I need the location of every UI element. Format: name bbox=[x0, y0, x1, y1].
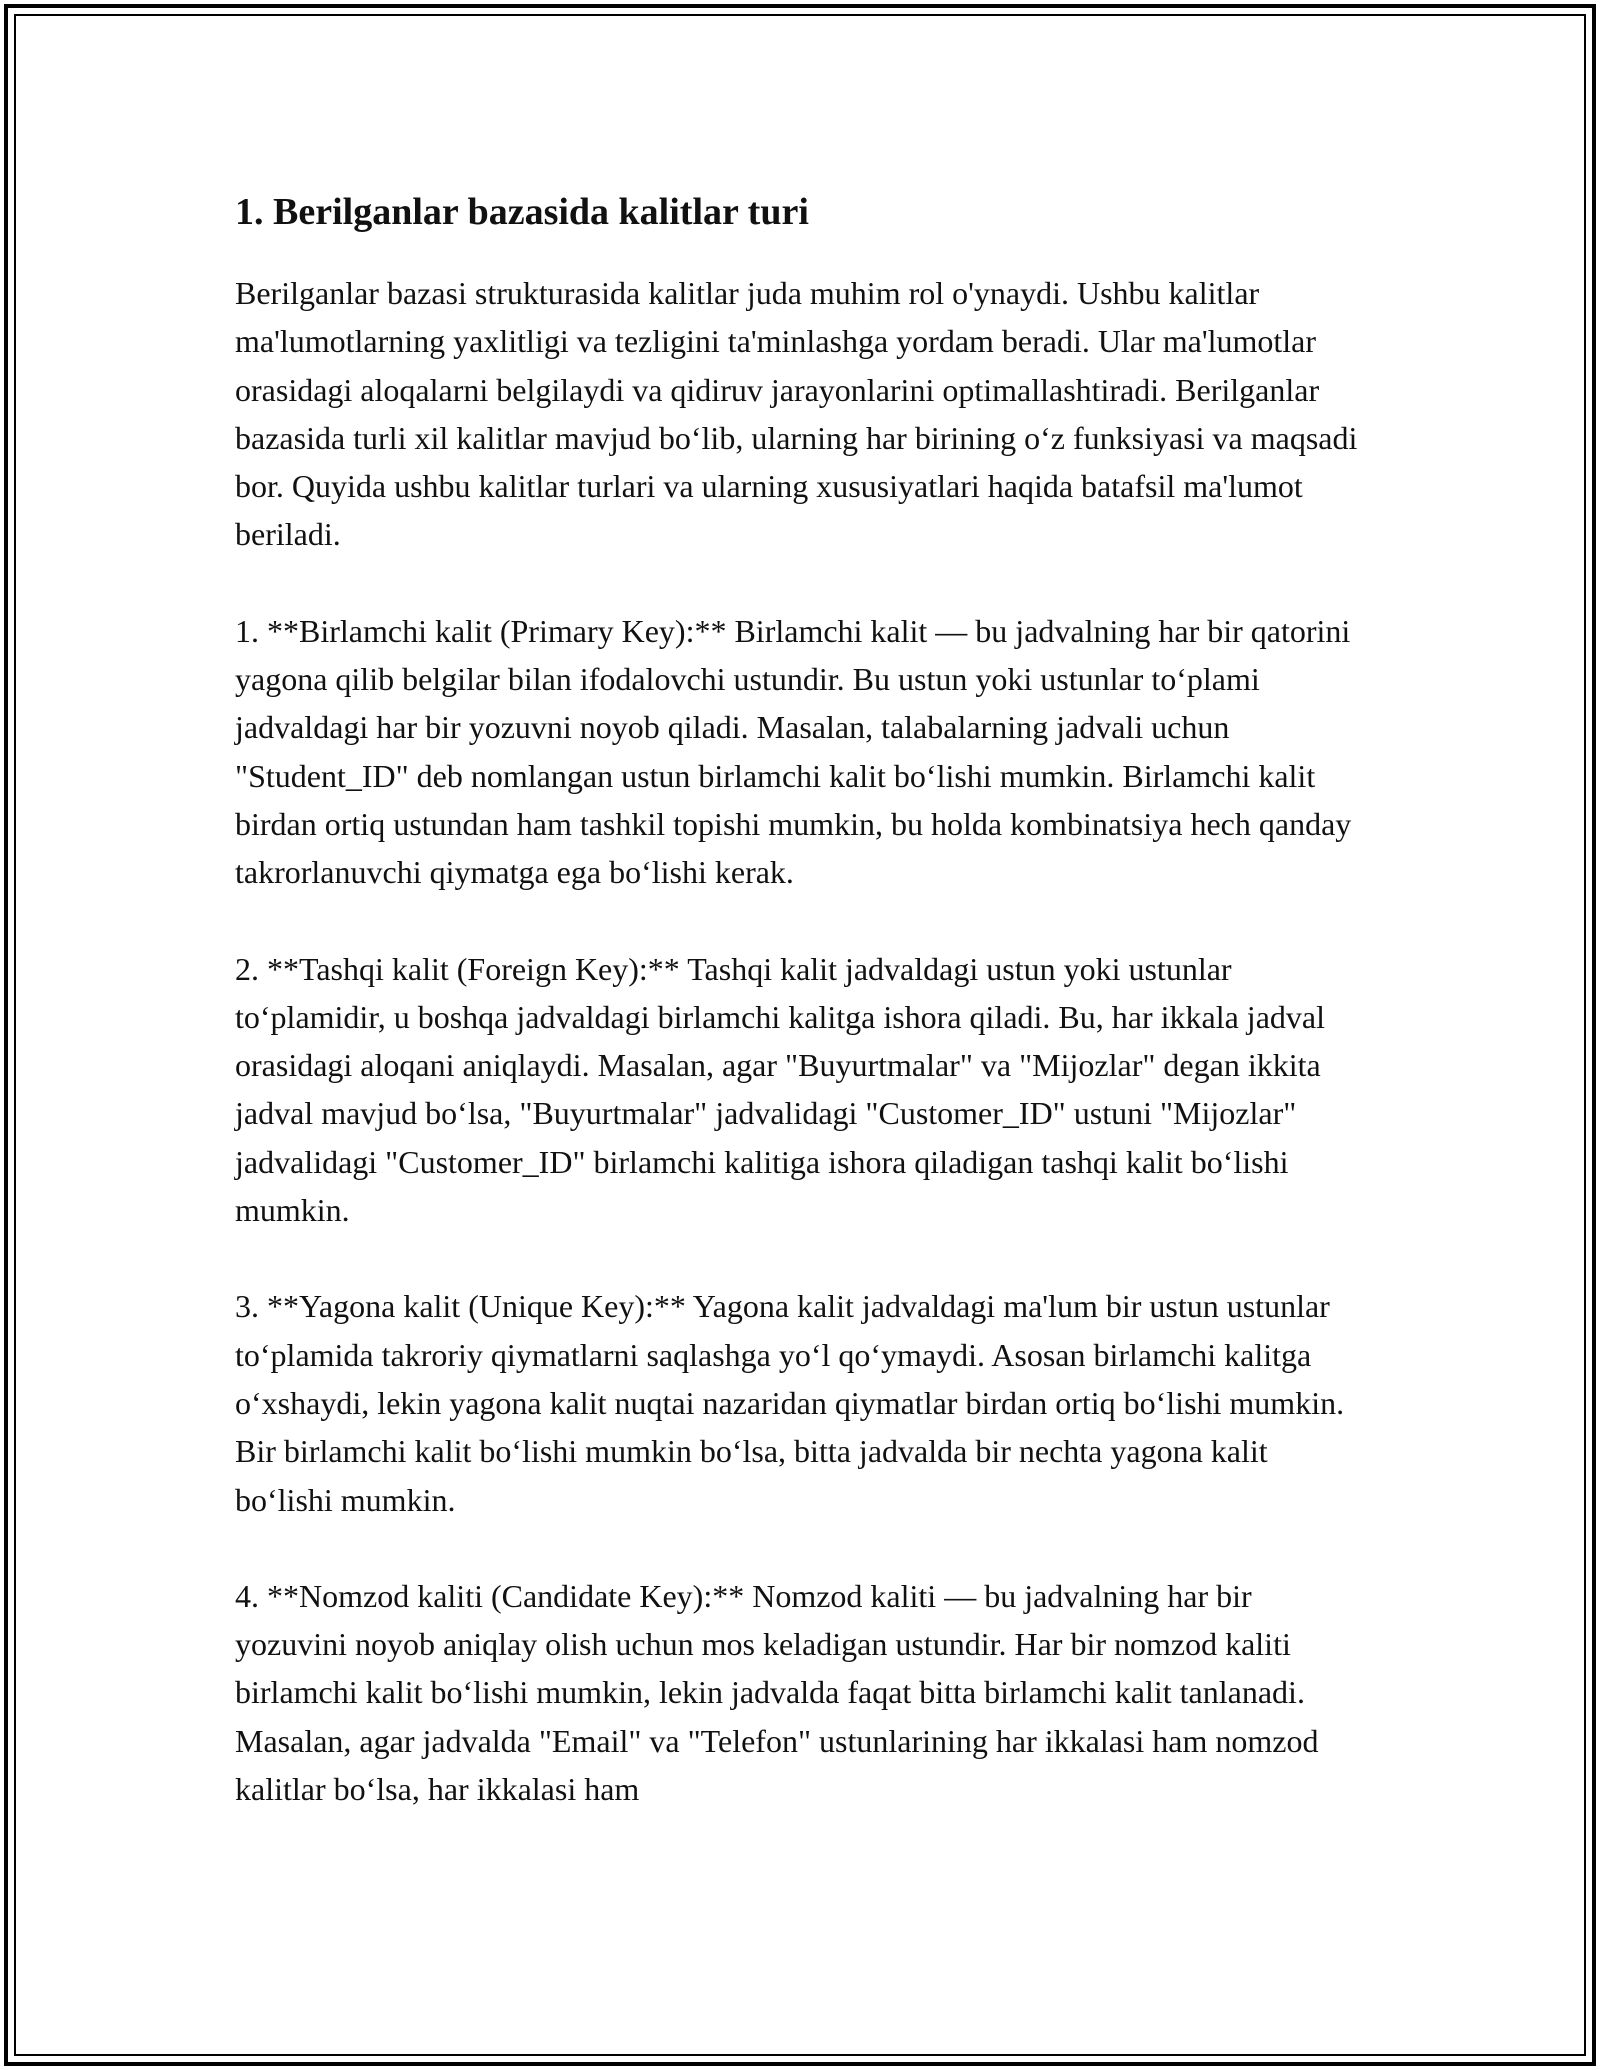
candidate-key-paragraph: 4. **Nomzod kaliti (Candidate Key):** Nomzod kaliti — bu jadvalning har bir yozuvini noyob aniqlay olish uchun mos keladigan ustundir. Har bir nomzod kaliti birlamchi kalit bo‘lishi mumkin, lekin jadvalda faqat bitta birlamchi kalit tanlanadi. Masalan, agar jadvalda "Email" va "Telefon" ustunlarining har ikkalasi ham nomzod kalitlar bo‘lsa, har ikkalasi ham bbox=[235, 1577, 1319, 1808]
foreign-key-paragraph: 2. **Tashqi kalit (Foreign Key):** Tashqi kalit jadvaldagi ustun yoki ustunlar to‘plamidir, u boshqa jadvaldagi birlamchi kalitga ishora qiladi. Bu, har ikkala jadval orasidagi aloqani aniqlaydi. Masalan, agar "Buyurtmalar" va "Mijozlar" degan ikkita jadval mavjud bo‘lsa, "Buyurtmalar" jadvalidagi "Customer_ID" ustuni "Mijozlar" jadvalidagi "Customer_ID" birlamchi kalitiga ishora qiladigan tashqi kalit bo‘lishi mumkin. bbox=[235, 950, 1325, 1229]
document-title: 1. Berilganlar bazasida kalitlar turi bbox=[235, 191, 809, 233]
intro-paragraph: Berilganlar bazasi strukturasida kalitlar juda muhim rol o'ynaydi. Ushbu kalitlar ma'lumotlarning yaxlitligi va tezligini ta'minlashga yordam beradi. Ular ma'lumotlar orasidagi aloqalarni belgilaydi va qidiruv jarayonlarini optimallashtiradi. Berilganlar bazasida turli xil kalitlar mavjud bo‘lib, ularning har birining o‘z funksiyasi va maqsadi bor. Quyida ushbu kalitlar turlari va ularning xususiyatlari haqida batafsil ma'lumot beriladi. bbox=[235, 275, 1358, 553]
primary-key-paragraph: 1. **Birlamchi kalit (Primary Key):** Birlamchi kalit — bu jadvalning har bir qatorini yagona qilib belgilar bilan ifodalovchi ustundir. Bu ustun yoki ustunlar to‘plami jadvaldagi har bir yozuvni noyob qiladi. Masalan, talabalarning jadvali uchun "Student_ID" deb nomlangan ustun birlamchi kalit bo‘lishi mumkin. Birlamchi kalit birdan ortiq ustundan ham tashkil topishi mumkin, bu holda kombinatsiya hech qanday takrorlanuvchi qiymatga ega bo‘lishi kerak. bbox=[235, 612, 1352, 891]
unique-key-paragraph: 3. **Yagona kalit (Unique Key):** Yagona kalit jadvaldagi ma'lum bir ustun ustunlar to‘plamida takroriy qiymatlarni saqlashga yo‘l qo‘ymaydi. Asosan birlamchi kalitga o‘xshaydi, lekin yagona kalit nuqtai nazaridan qiymatlar birdan ortiq bo‘lishi mumkin. Bir birlamchi kalit bo‘lishi mumkin bo‘lsa, bitta jadvalda bir nechta yagona kalit bo‘lishi mumkin. bbox=[235, 1288, 1345, 1518]
document-body bbox=[235, 185, 1365, 1861]
